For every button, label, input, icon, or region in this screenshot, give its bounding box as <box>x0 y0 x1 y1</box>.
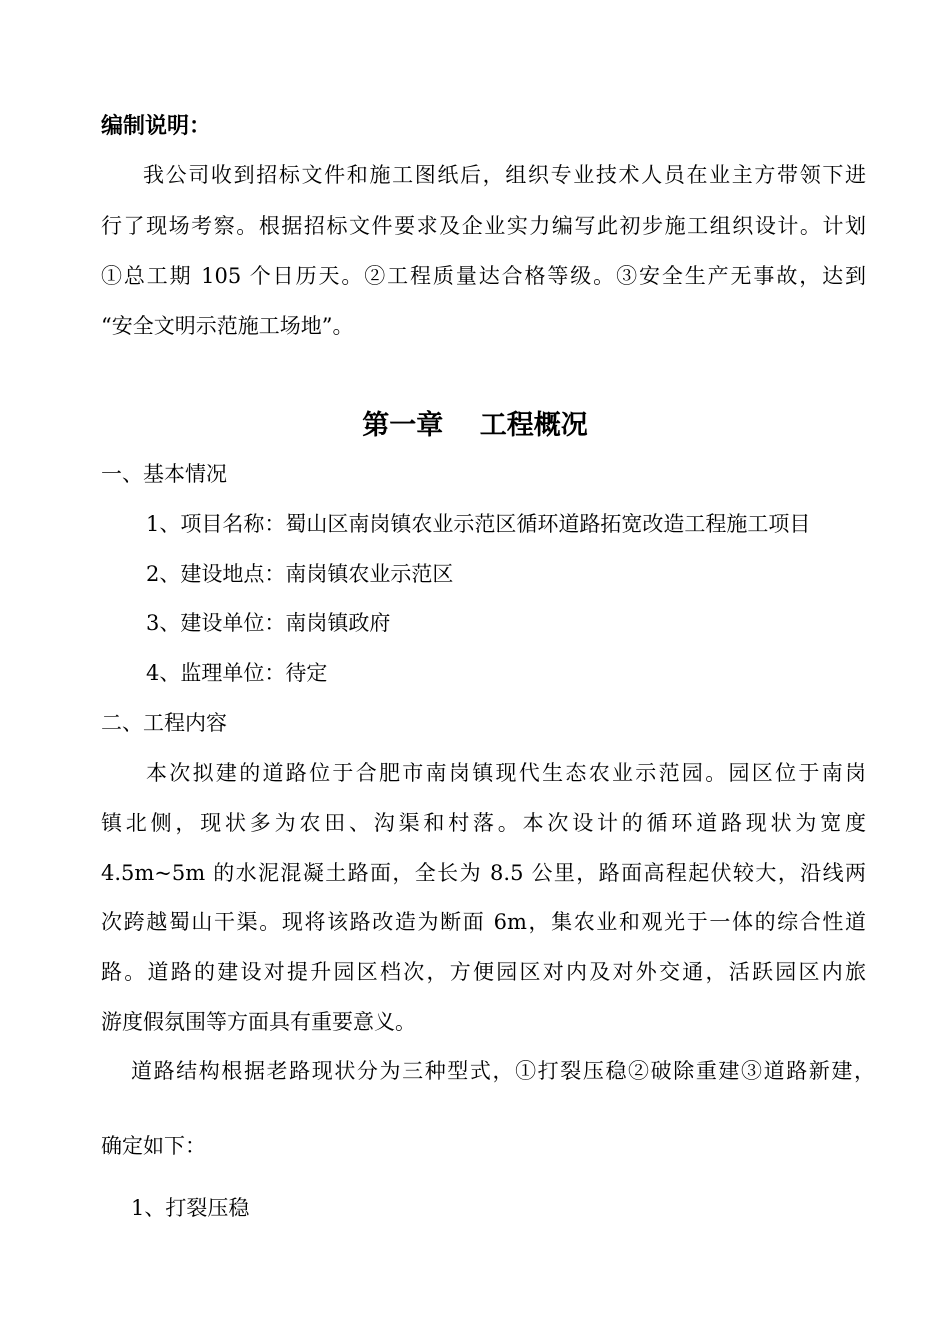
structure-line-2: 确定如下： <box>101 1134 206 1158</box>
content-line-6: 游度假氛围等方面具有重要意义。 <box>101 1010 416 1034</box>
section-1-heading: 一、基本情况 <box>101 462 227 486</box>
chapter-title: 第一章 工程概况 <box>362 410 588 441</box>
content-line-4: 次跨越蜀山干渠。现将该路改造为断面 6m，集农业和观光于一体的综合性道 <box>101 910 866 934</box>
content-line-2: 镇北侧，现状多为农田、沟渠和村落。本次设计的循环道路现状为宽度 <box>101 811 866 835</box>
preface-line-2: 行了现场考察。根据招标文件要求及企业实力编写此初步施工组织设计。计划 <box>101 214 866 238</box>
content-line-5: 路。道路的建设对提升园区档次，方便园区对内及对外交通，活跃园区内旅 <box>101 960 866 984</box>
subheading-crack-and-seat: 1、打裂压稳 <box>131 1196 250 1220</box>
content-line-3: 4.5m~5m 的水泥混凝土路面，全长为 8.5 公里，路面高程起伏较大，沿线两 <box>101 861 866 885</box>
section-2-heading: 二、工程内容 <box>101 711 227 735</box>
preface-line-1: 我公司收到招标文件和施工图纸后，组织专业技术人员在业主方带领下进 <box>143 163 866 187</box>
preface-heading: 编制说明： <box>101 114 212 139</box>
list-item-project-name: 1、项目名称：蜀山区南岗镇农业示范区循环道路拓宽改造工程施工项目 <box>146 512 811 536</box>
list-item-location: 2、建设地点：南岗镇农业示范区 <box>146 562 454 586</box>
list-item-owner: 3、建设单位：南岗镇政府 <box>146 611 391 635</box>
list-item-supervisor: 4、监理单位：待定 <box>146 661 328 685</box>
structure-line-1: 道路结构根据老路现状分为三种型式，①打裂压稳②破除重建③道路新建， <box>131 1059 875 1083</box>
preface-line-4: “安全文明示范施工场地”。 <box>101 314 354 338</box>
content-line-1: 本次拟建的道路位于合肥市南岗镇现代生态农业示范园。园区位于南岗 <box>146 761 866 785</box>
preface-line-3: ①总工期 105 个日历天。②工程质量达合格等级。③安全生产无事故，达到 <box>101 264 866 288</box>
